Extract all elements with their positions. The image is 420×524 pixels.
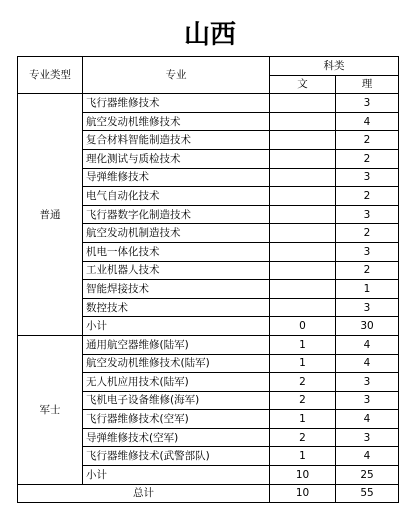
page-title: 山西 xyxy=(183,20,236,50)
subtotal-li: 30 xyxy=(336,317,399,336)
li-cell: 3 xyxy=(336,205,399,224)
major-cell: 复合材料智能制造技术 xyxy=(83,131,270,150)
subject-group-header: 科类 xyxy=(270,57,399,76)
major-cell: 数控技术 xyxy=(83,298,270,317)
category-cell: 军士 xyxy=(18,335,83,484)
major-column-header: 专业 xyxy=(83,57,270,94)
subtotal-wen: 0 xyxy=(270,317,336,336)
li-column-header: 理 xyxy=(336,75,399,94)
li-cell: 3 xyxy=(336,428,399,447)
li-cell: 4 xyxy=(336,112,399,131)
li-cell: 3 xyxy=(336,391,399,410)
wen-cell: 1 xyxy=(270,410,336,429)
enrollment-plan-table xyxy=(17,56,399,503)
li-cell: 2 xyxy=(336,224,399,243)
wen-cell: 2 xyxy=(270,373,336,392)
major-cell: 飞行器维修技术(空军) xyxy=(83,410,270,429)
major-cell: 导弹维修技术 xyxy=(83,168,270,187)
wen-cell: 1 xyxy=(270,447,336,466)
li-cell: 4 xyxy=(336,335,399,354)
major-cell: 飞行器维修技术 xyxy=(83,94,270,113)
total-wen: 10 xyxy=(270,484,336,503)
li-cell: 4 xyxy=(336,410,399,429)
major-cell: 飞行器数字化制造技术 xyxy=(83,205,270,224)
wen-cell xyxy=(270,261,336,280)
table-row xyxy=(18,94,399,113)
subtotal-label: 小计 xyxy=(83,317,270,336)
total-row xyxy=(18,484,399,503)
wen-cell xyxy=(270,149,336,168)
subtotal-wen: 10 xyxy=(270,466,336,485)
major-cell: 航空发动机维修技术 xyxy=(83,112,270,131)
total-li: 55 xyxy=(336,484,399,503)
major-cell: 机电一体化技术 xyxy=(83,242,270,261)
wen-cell: 2 xyxy=(270,428,336,447)
category-column-header: 专业类型 xyxy=(18,57,83,94)
wen-cell xyxy=(270,298,336,317)
wen-cell: 2 xyxy=(270,391,336,410)
wen-cell xyxy=(270,280,336,299)
major-cell: 导弹维修技术(空军) xyxy=(83,428,270,447)
wen-cell xyxy=(270,112,336,131)
major-cell: 理化测试与质检技术 xyxy=(83,149,270,168)
wen-cell: 1 xyxy=(270,335,336,354)
li-cell: 2 xyxy=(336,261,399,280)
li-cell: 3 xyxy=(336,94,399,113)
total-label: 总计 xyxy=(18,484,270,503)
wen-column-header: 文 xyxy=(270,75,336,94)
table-body xyxy=(18,57,399,503)
subtotal-label: 小计 xyxy=(83,466,270,485)
major-cell: 无人机应用技术(陆军) xyxy=(83,373,270,392)
wen-cell xyxy=(270,205,336,224)
major-cell: 航空发动机制造技术 xyxy=(83,224,270,243)
li-cell: 3 xyxy=(336,373,399,392)
li-cell: 3 xyxy=(336,168,399,187)
li-cell: 2 xyxy=(336,131,399,150)
wen-cell: 1 xyxy=(270,354,336,373)
subtotal-li: 25 xyxy=(336,466,399,485)
table-row xyxy=(18,335,399,354)
wen-cell xyxy=(270,94,336,113)
li-cell: 4 xyxy=(336,354,399,373)
category-cell: 普通 xyxy=(18,94,83,336)
major-cell: 航空发动机维修技术(陆军) xyxy=(83,354,270,373)
major-cell: 飞机电子设备维修(海军) xyxy=(83,391,270,410)
li-cell: 2 xyxy=(336,187,399,206)
li-cell: 1 xyxy=(336,280,399,299)
wen-cell xyxy=(270,168,336,187)
wen-cell xyxy=(270,187,336,206)
header-row-1 xyxy=(18,57,399,76)
li-cell: 2 xyxy=(336,149,399,168)
li-cell: 4 xyxy=(336,447,399,466)
major-cell: 飞行器维修技术(武警部队) xyxy=(83,447,270,466)
major-cell: 工业机器人技术 xyxy=(83,261,270,280)
li-cell: 3 xyxy=(336,298,399,317)
li-cell: 3 xyxy=(336,242,399,261)
major-cell: 智能焊接技术 xyxy=(83,280,270,299)
major-cell: 电气自动化技术 xyxy=(83,187,270,206)
major-cell: 通用航空器维修(陆军) xyxy=(83,335,270,354)
wen-cell xyxy=(270,242,336,261)
wen-cell xyxy=(270,131,336,150)
wen-cell xyxy=(270,224,336,243)
